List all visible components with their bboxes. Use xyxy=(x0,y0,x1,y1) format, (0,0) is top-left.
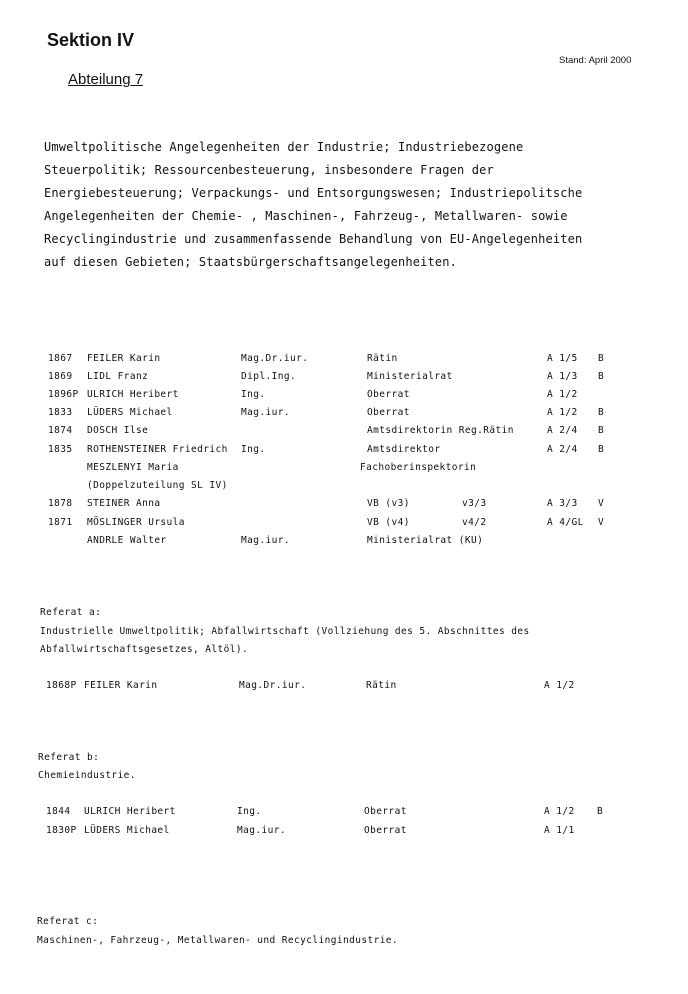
referat-a-heading: Referat a: xyxy=(40,607,102,618)
staff-title: Dipl.Ing. xyxy=(241,371,297,382)
referat-c-heading: Referat c: xyxy=(37,916,99,927)
staff-title: Mag.iur. xyxy=(241,407,290,418)
staff-name: LÜDERS Michael xyxy=(84,825,170,836)
table-row xyxy=(0,389,688,407)
staff-name: ROTHENSTEINER Friedrich xyxy=(87,444,228,455)
staff-flag: B xyxy=(598,444,605,455)
department-description xyxy=(44,136,582,274)
description-line: Recyclingindustrie und zusammenfassende Behandlung von EU-Angelegenheiten xyxy=(44,232,583,246)
staff-grade: A 2/4 xyxy=(547,425,578,436)
staff-name: MÖSLINGER Ursula xyxy=(87,517,185,528)
staff-grade: A 1/2 xyxy=(544,806,575,817)
referat-c-description-line: Maschinen-, Fahrzeug-, Metallwaren- und Recyclingindustrie. xyxy=(37,935,399,946)
staff-number: 1833 xyxy=(48,407,73,418)
staff-role: Fachoberinspektorin xyxy=(360,462,477,473)
staff-role: Amtsdirektor xyxy=(367,444,441,455)
staff-role: Oberrat xyxy=(367,389,410,400)
staff-name: FEILER Karin xyxy=(87,353,161,364)
table-row xyxy=(0,806,688,824)
table-row xyxy=(0,353,688,371)
staff-number: 1896P xyxy=(48,389,79,400)
referat-b-heading: Referat b: xyxy=(38,752,100,763)
staff-name: MESZLENYI Maria xyxy=(87,462,179,473)
staff-number: 1871 xyxy=(48,517,73,528)
staff-grade: A 1/1 xyxy=(544,825,575,836)
staff-name: LIDL Franz xyxy=(87,371,149,382)
staff-title: Mag.Dr.iur. xyxy=(239,680,307,691)
table-row xyxy=(0,535,688,553)
staff-name: FEILER Karin xyxy=(84,680,158,691)
staff-grade: A 1/2 xyxy=(547,407,578,418)
staff-role: Ministerialrat (KU) xyxy=(367,535,484,546)
staff-number: 1874 xyxy=(48,425,73,436)
description-line: Angelegenheiten der Chemie- , Maschinen-, Fahrzeug-, Metallwaren- sowie xyxy=(44,209,568,223)
staff-number: 1868P xyxy=(46,680,77,691)
staff-flag: B xyxy=(597,806,604,817)
staff-grade: A 2/4 xyxy=(547,444,578,455)
description-line: auf diesen Gebieten; Staatsbürgerschaftsangelegenheiten. xyxy=(44,255,457,269)
staff-grade: A 4/GL xyxy=(547,517,584,528)
referat-b-description-line: Chemieindustrie. xyxy=(38,770,136,781)
staff-flag: B xyxy=(598,407,605,418)
staff-name: ANDRLE Walter xyxy=(87,535,167,546)
table-row xyxy=(0,517,688,535)
description-line: Steuerpolitik; Ressourcenbesteuerung, insbesondere Fragen der xyxy=(44,163,494,177)
table-row xyxy=(0,462,688,480)
staff-flag: B xyxy=(598,353,605,364)
staff-number: 1830P xyxy=(46,825,77,836)
referat-a-description-line: Industrielle Umweltpolitik; Abfallwirtschaft (Vollziehung des 5. Abschnittes des xyxy=(40,626,530,637)
staff-number: 1844 xyxy=(46,806,71,817)
staff-name: STEINER Anna xyxy=(87,498,161,509)
staff-title: Ing. xyxy=(241,389,266,400)
staff-role: VB (v4) xyxy=(367,517,410,528)
staff-grade: A 1/2 xyxy=(547,389,578,400)
referat-a-description-line: Abfallwirtschaftsgesetzes, Altöl). xyxy=(40,644,249,655)
staff-number: 1869 xyxy=(48,371,73,382)
staff-role: Rätin xyxy=(366,680,397,691)
staff-title: Ing. xyxy=(237,806,262,817)
table-row xyxy=(0,480,688,498)
staff-grade: A 1/5 xyxy=(547,353,578,364)
staff-name: ULRICH Heribert xyxy=(84,806,176,817)
staff-grade: A 1/2 xyxy=(544,680,575,691)
staff-name: ULRICH Heribert xyxy=(87,389,179,400)
staff-grade: A 3/3 xyxy=(547,498,578,509)
staff-flag: V xyxy=(598,517,605,528)
staff-role: Rätin xyxy=(367,353,398,364)
staff-role: Oberrat xyxy=(367,407,410,418)
staff-number: 1867 xyxy=(48,353,73,364)
staff-flag: V xyxy=(598,498,605,509)
date-stamp: Stand: April 2000 xyxy=(559,55,632,66)
staff-role: Oberrat xyxy=(364,825,407,836)
staff-title: Mag.iur. xyxy=(237,825,286,836)
table-row xyxy=(0,371,688,389)
table-row xyxy=(0,425,688,443)
staff-flag: B xyxy=(598,371,605,382)
staff-number: 1878 xyxy=(48,498,73,509)
table-row xyxy=(0,825,688,843)
staff-role: Amtsdirektorin Reg.Rätin xyxy=(367,425,514,436)
staff-role: VB (v3) xyxy=(367,498,410,509)
staff-name: DOSCH Ilse xyxy=(87,425,149,436)
staff-role: Ministerialrat xyxy=(367,371,453,382)
staff-title: Mag.Dr.iur. xyxy=(241,353,309,364)
section-title: Sektion IV xyxy=(47,30,135,50)
table-row xyxy=(0,498,688,516)
staff-title: Ing. xyxy=(241,444,266,455)
table-row xyxy=(0,680,688,698)
staff-code: v4/2 xyxy=(462,517,487,528)
staff-title: Mag.iur. xyxy=(241,535,290,546)
staff-code: v3/3 xyxy=(462,498,487,509)
staff-role: Oberrat xyxy=(364,806,407,817)
description-line: Energiebesteuerung; Verpackungs- und Entsorgungswesen; Industriepolitsche xyxy=(44,186,583,200)
description-line: Umweltpolitische Angelegenheiten der Industrie; Industriebezogene xyxy=(44,140,524,154)
staff-grade: A 1/3 xyxy=(547,371,578,382)
staff-name: LÜDERS Michael xyxy=(87,407,173,418)
department-title: Abteilung 7 xyxy=(68,71,144,88)
table-row xyxy=(0,444,688,462)
staff-flag: B xyxy=(598,425,605,436)
table-row xyxy=(0,407,688,425)
staff-name: (Doppelzuteilung SL IV) xyxy=(87,480,228,491)
staff-number: 1835 xyxy=(48,444,73,455)
